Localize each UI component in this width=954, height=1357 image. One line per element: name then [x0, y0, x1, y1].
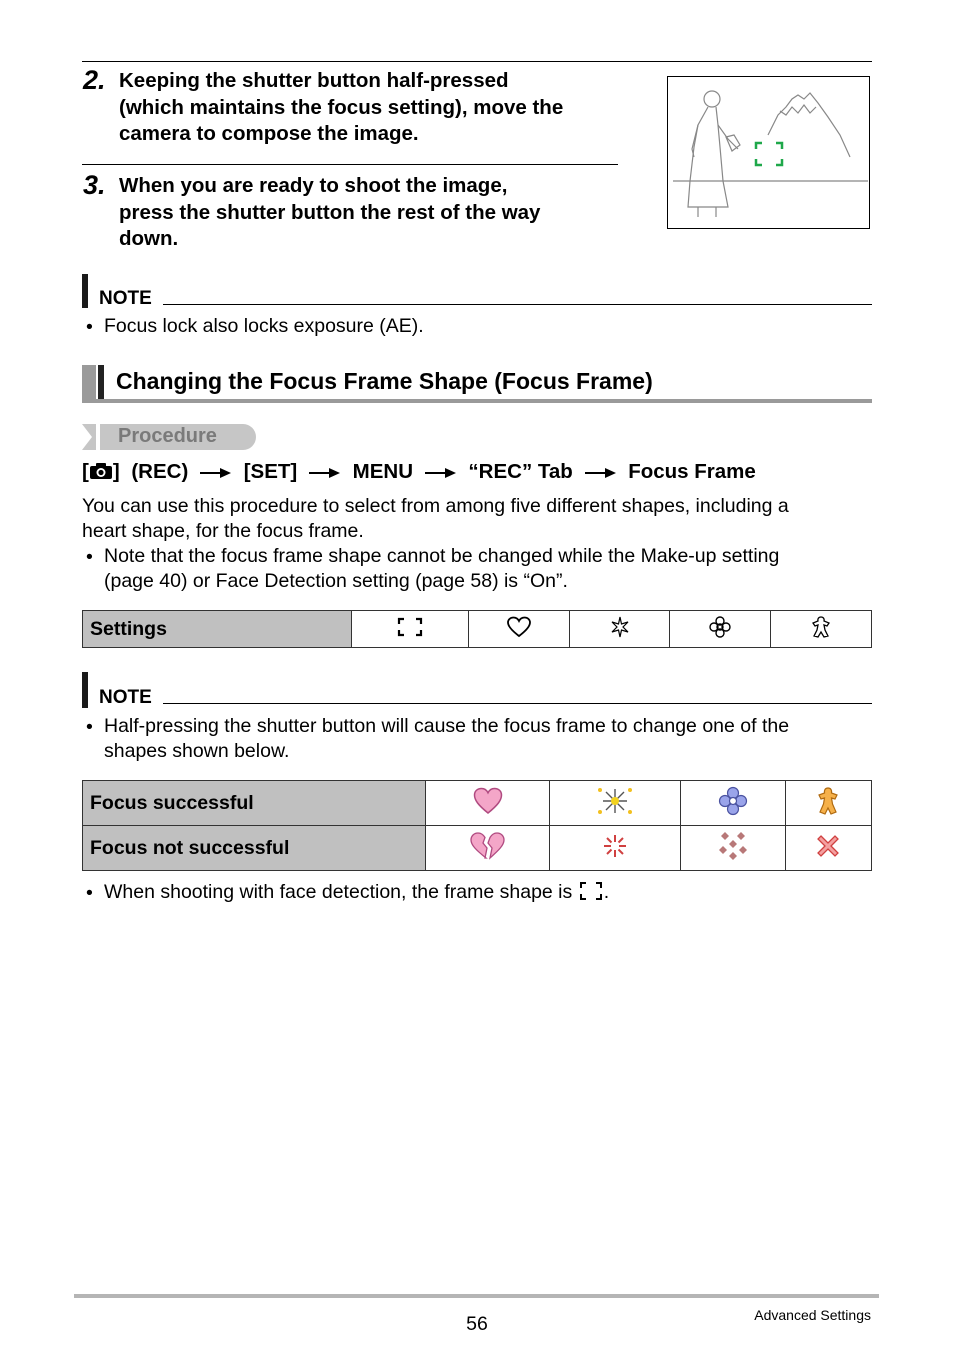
bullet-dot: •: [86, 546, 93, 568]
bracket-open: [: [82, 460, 89, 483]
sparkle-outline-icon: [608, 615, 632, 639]
flower-outline-icon: [708, 615, 732, 639]
face-detection-text: When shooting with face detection, the frame shape is: [104, 881, 573, 903]
bullet-dot: •: [86, 882, 93, 904]
focus-not-successful-cell: [550, 826, 681, 871]
table-row: [83, 826, 872, 871]
note-bar: [82, 672, 88, 708]
step-2-line: (which maintains the focus setting), move the: [119, 95, 564, 119]
path-focus-frame: Focus Frame: [628, 460, 756, 483]
note2-bullet: [104, 714, 872, 764]
procedure-label: Procedure: [118, 425, 217, 447]
settings-option-bracket[interactable]: [352, 611, 469, 648]
path-set: [SET]: [243, 460, 298, 483]
sparkle-burst-icon: [595, 785, 635, 817]
bullet-dot: •: [86, 316, 93, 338]
procedure-badge-chevron: [82, 424, 92, 450]
note-label: NOTE: [99, 687, 152, 708]
path-menu: MENU: [352, 460, 413, 483]
arrow-right-icon: [200, 466, 232, 480]
step-3-number: 3.: [83, 170, 106, 200]
woman-mountain-sketch-icon: [668, 77, 869, 228]
settings-table: [82, 610, 872, 648]
path-rec: (REC): [131, 460, 189, 483]
focus-not-successful-cell: [426, 826, 550, 871]
focus-not-successful-cell: [785, 826, 871, 871]
intro-line: You can use this procedure to select from among five different shapes, including a: [82, 495, 789, 517]
note2-bullet-line: Half-pressing the shutter button will cause the focus frame to change one of the: [104, 715, 790, 737]
step-2-number: 2.: [83, 65, 106, 95]
bracket-frame-icon: [578, 881, 604, 901]
note-bullet-text: Focus lock also locks exposure (AE).: [104, 315, 424, 337]
footer-rule: [74, 1294, 879, 1298]
table-row: [83, 781, 872, 826]
focus-not-successful-label: Focus not successful: [83, 826, 426, 871]
gingerbread-outline-icon: [809, 615, 833, 639]
note-rule: [163, 703, 872, 704]
face-detection-note: [104, 880, 609, 905]
menu-path: [82, 460, 756, 484]
composition-illustration: [667, 76, 870, 229]
path-rec-tab: “REC” Tab: [468, 460, 573, 483]
note-label: NOTE: [99, 288, 152, 309]
step-3-text: [119, 173, 639, 253]
footer-section: Advanced Settings: [754, 1307, 871, 1323]
settings-option-flower[interactable]: [670, 611, 771, 648]
arrow-right-icon: [309, 466, 341, 480]
note-bar: [82, 274, 88, 308]
heart-outline-icon: [507, 616, 531, 638]
settings-header: Settings: [83, 611, 352, 648]
step-3-line: press the shutter button the rest of the way: [119, 200, 541, 224]
procedure-badge-stripe: [96, 424, 100, 450]
arrow-right-icon: [425, 466, 457, 480]
focus-successful-cell: [426, 781, 550, 826]
blue-flower-icon: [718, 786, 748, 816]
step-3-line: down.: [119, 227, 179, 250]
scattered-flower-icon: [717, 830, 749, 862]
step-2-line: Keeping the shutter button half-pressed: [119, 69, 509, 92]
intro-bullet-line: (page 40) or Face Detection setting (page 58) is “On”.: [104, 570, 568, 592]
broken-heart-icon: [469, 831, 507, 861]
note-rule: [163, 304, 872, 305]
focus-successful-cell: [785, 781, 871, 826]
intro-paragraph: [82, 494, 872, 544]
note2-bullet-line: shapes shown below.: [104, 740, 290, 762]
focus-not-successful-cell: [680, 826, 785, 871]
step-divider: [82, 164, 618, 165]
red-x-icon: [816, 834, 840, 858]
focus-successful-cell: [550, 781, 681, 826]
step-2-text: [119, 68, 639, 148]
intro-line: heart shape, for the focus frame.: [82, 520, 364, 542]
focus-result-table: [82, 780, 872, 871]
settings-option-heart[interactable]: [468, 611, 569, 648]
intro-bullet: [104, 544, 872, 594]
intro-bullet-line: Note that the focus frame shape cannot be changed while the Make-up setting: [104, 545, 780, 567]
arrow-right-icon: [585, 466, 617, 480]
orange-gingerbread-icon: [815, 786, 841, 816]
bracket-close: ]: [112, 460, 120, 483]
pink-heart-icon: [473, 787, 503, 815]
step-3-line: When you are ready to shoot the image,: [119, 174, 508, 197]
focus-successful-cell: [680, 781, 785, 826]
table-row: [83, 611, 872, 648]
settings-option-sparkle[interactable]: [569, 611, 670, 648]
top-rule: [82, 61, 872, 62]
settings-option-gingerbread[interactable]: [771, 611, 872, 648]
step-2-line: camera to compose the image.: [119, 122, 419, 145]
section-title: Changing the Focus Frame Shape (Focus Frame): [116, 368, 653, 394]
section-header-bars: [82, 365, 110, 401]
camera-icon: [89, 462, 113, 480]
red-sparkle-icon: [602, 833, 628, 859]
bracket-frame-icon: [396, 616, 424, 638]
page-number: 56: [466, 1313, 488, 1335]
section-underline: [82, 399, 872, 403]
face-detection-suffix: .: [603, 881, 610, 903]
focus-successful-label: Focus successful: [83, 781, 426, 826]
bullet-dot: •: [86, 716, 93, 738]
